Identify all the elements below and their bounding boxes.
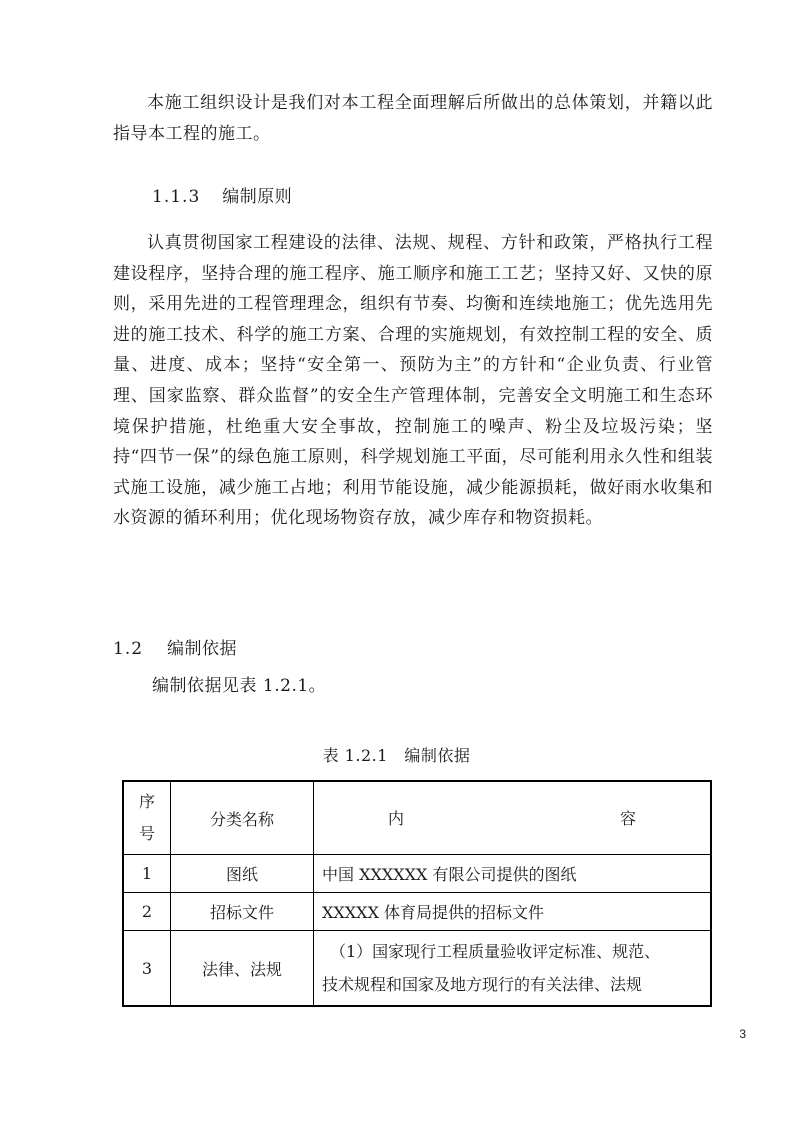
header-content-right: 容	[619, 809, 636, 828]
section-number: 1.2	[113, 639, 144, 659]
intro-paragraph: 本施工组织设计是我们对本工程全面理解后所做出的总体策划，并籍以此指导本工程的施工。	[113, 93, 713, 144]
row-number: 2	[123, 893, 171, 931]
table-row	[123, 931, 711, 1007]
table-header-row	[123, 781, 711, 855]
row-content	[314, 931, 712, 1007]
principles-paragraph: 认真贯彻国家工程建设的法律、法规、规程、方针和政策，严格执行工程建设程序，坚持合理的施工程序、施工顺序和施工工艺；坚持又好、又快的原则，采用先进的工程管理理念，组织有节奏、均衡和连续地施工；优先选用先进的施工技术、科学的施工方案、合理的实施规划，有效控制工程的安全、质量、进度、成本；坚持“安全第一、预防为主”的方针和“企业负责、行业管理、国家监察、群众监督”的安全生产管理体制，完善安全文明施工和生态环境保护措施，杜绝重大安全事故，控制施工的噪声、粉尘及垃圾污染；坚持“四节一保”的绿色施工原则，科学规划施工平面，尽可能利用永久性和组装式施工设施，减少施工占地；利用节能设施，减少能源损耗，做好雨水收集和水资源的循环利用；优化现场物资存放，减少库存和物资损耗。	[113, 233, 713, 529]
header-content-left: 内	[388, 809, 405, 828]
header-content	[314, 781, 712, 855]
row-category: 图纸	[171, 855, 314, 893]
section-heading-1-1-3	[152, 182, 292, 207]
page-number: 3	[739, 1027, 746, 1041]
table-caption: 表 1.2.1 编制依据	[322, 746, 471, 765]
basis-table	[122, 780, 712, 1007]
header-number-line1: 序	[138, 792, 155, 811]
row-category: 法律、法规	[171, 931, 314, 1007]
section-number: 1.1.3	[152, 187, 201, 207]
table-row	[123, 855, 711, 893]
row-number: 1	[123, 855, 171, 893]
row-content-line1: （1）国家现行工程质量验收评定标准、规范、	[330, 942, 661, 961]
table-reference-line: 编制依据见表 1.2.1。	[152, 676, 327, 696]
section-heading-1-2	[113, 634, 237, 659]
header-number	[123, 781, 171, 855]
table-row	[123, 893, 711, 931]
row-content: XXXXX 体育局提供的招标文件	[314, 893, 712, 931]
header-category: 分类名称	[171, 781, 314, 855]
row-content-line2: 技术规程和国家及地方现行的有关法律、法规	[322, 975, 643, 994]
row-category: 招标文件	[171, 893, 314, 931]
row-content: 中国 XXXXXX 有限公司提供的图纸	[314, 855, 712, 893]
section-title: 编制原则	[222, 187, 293, 207]
section-title: 编制依据	[167, 639, 238, 659]
header-number-line2: 号	[138, 824, 155, 843]
row-number: 3	[123, 931, 171, 1007]
